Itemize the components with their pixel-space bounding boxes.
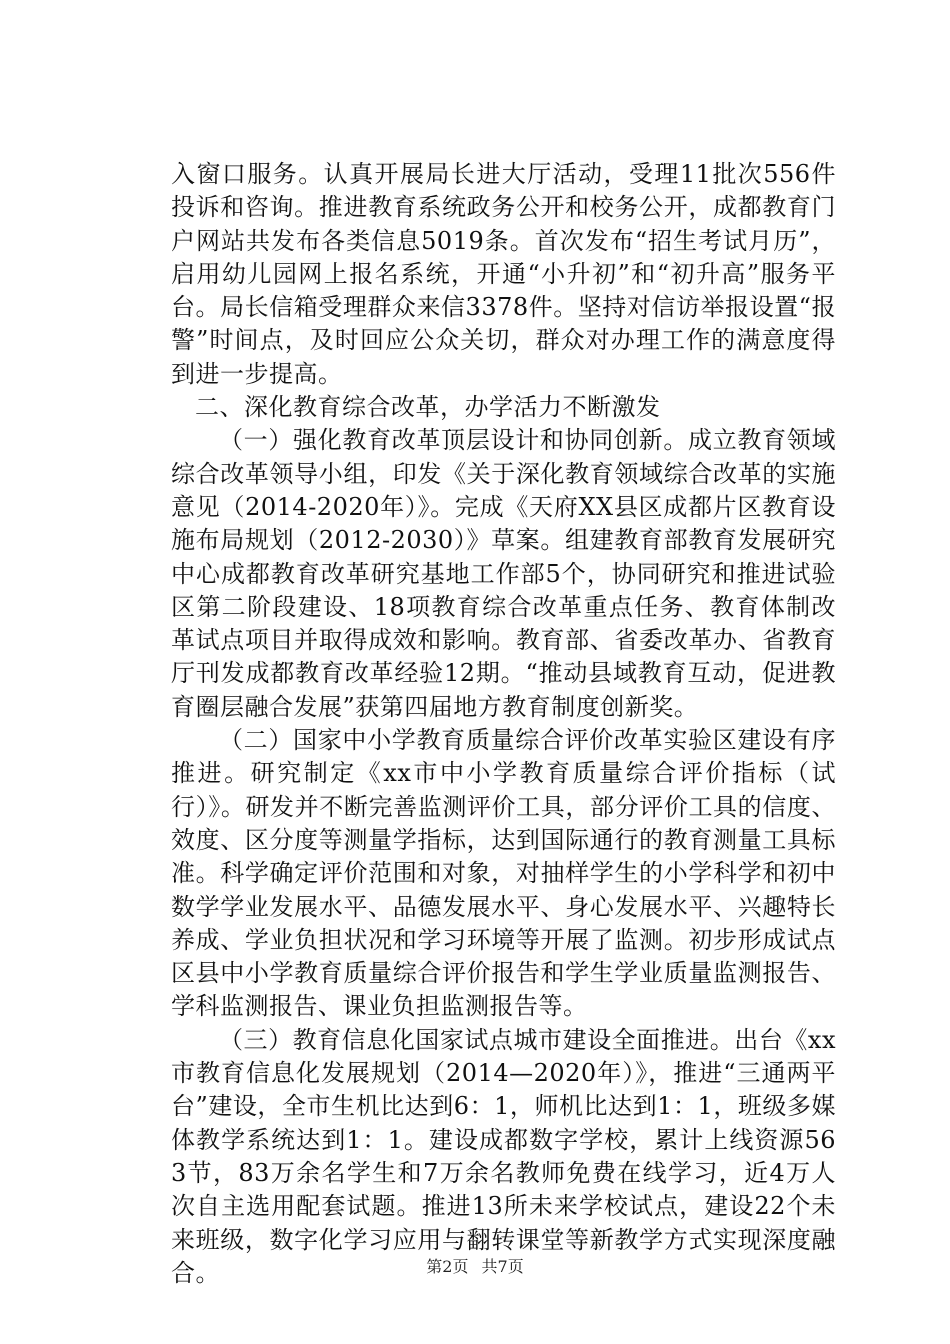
document-body — [171, 158, 836, 1290]
page-number: 第2页 — [426, 1257, 469, 1276]
paragraph-reform-design: （一）强化教育改革顶层设计和协同创新。成立教育领域综合改革领导小组，印发《关于深化教育领域综合改革的实施意见（2014-2020年）》。完成《天府XX县区成都片区教育设施布局规划（2012-2030）》草案。组建教育部教育发展研究中心成都教育改革研究基地工作部5个，协同研究和推进试验区第二阶段建设、18项教育综合改革重点任务、教育体制改革试点项目并取得成效和影响。教育部、省委改革办、省教育厅刊发成都教育改革经验12期。“推动县域教育互动，促进教育圈层融合发展”获第四届地方教育制度创新奖。 — [171, 426, 836, 721]
paragraph-quality-evaluation: （二）国家中小学教育质量综合评价改革实验区建设有序推进。研究制定《xx市中小学教育质量综合评价指标（试行）》。研发并不断完善监测评价工具，部分评价工具的信度、效度、区分度等测量学指标，达到国际通行的教育测量工具标准。科学确定评价范围和对象，对抽样学生的小学科学和初中数学学业发展水平、品德发展水平、身心发展水平、兴趣特长养成、学业负担状况和学习环境等开展了监测。初步形成试点区县中小学教育质量综合评价报告和学生学业质量监测报告、学科监测报告、课业负担监测报告等。 — [171, 726, 836, 1021]
page-total: 共7页 — [481, 1257, 524, 1276]
page-footer — [0, 1254, 950, 1277]
section-heading-reform: 二、深化教育综合改革，办学活力不断激发 — [195, 393, 661, 422]
paragraph-informatization: （三）教育信息化国家试点城市建设全面推进。出台《xx市教育信息化发展规划（2014—2020年）》，推进“三通两平台”建设，全市生机比达到6：1，师机比达到1：1，班级多媒体教学系统达到1：1。建设成都数字学校，累计上线资源563节，83万余名学生和7万余名教师免费在线学习，近4万人次自主选用配套试题。推进13所未来学校试点，建设22个未来班级，数字化学习应用与翻转课堂等新教学方式实现深度融合。 — [171, 1025, 836, 1287]
paragraph-window-service: 入窗口服务。认真开展局长进大厅活动，受理11批次556件投诉和咨询。推进教育系统政务公开和校务公开，成都教育门户网站共发布各类信息5019条。首次发布“招生考试月历”，启用幼儿园网上报名系统，开通“小升初”和“初升高”服务平台。局长信箱受理群众来信3378件。坚持对信访举报设置“报警”时间点，及时回应公众关切，群众对办理工作的满意度得到进一步提高。 — [171, 160, 836, 388]
